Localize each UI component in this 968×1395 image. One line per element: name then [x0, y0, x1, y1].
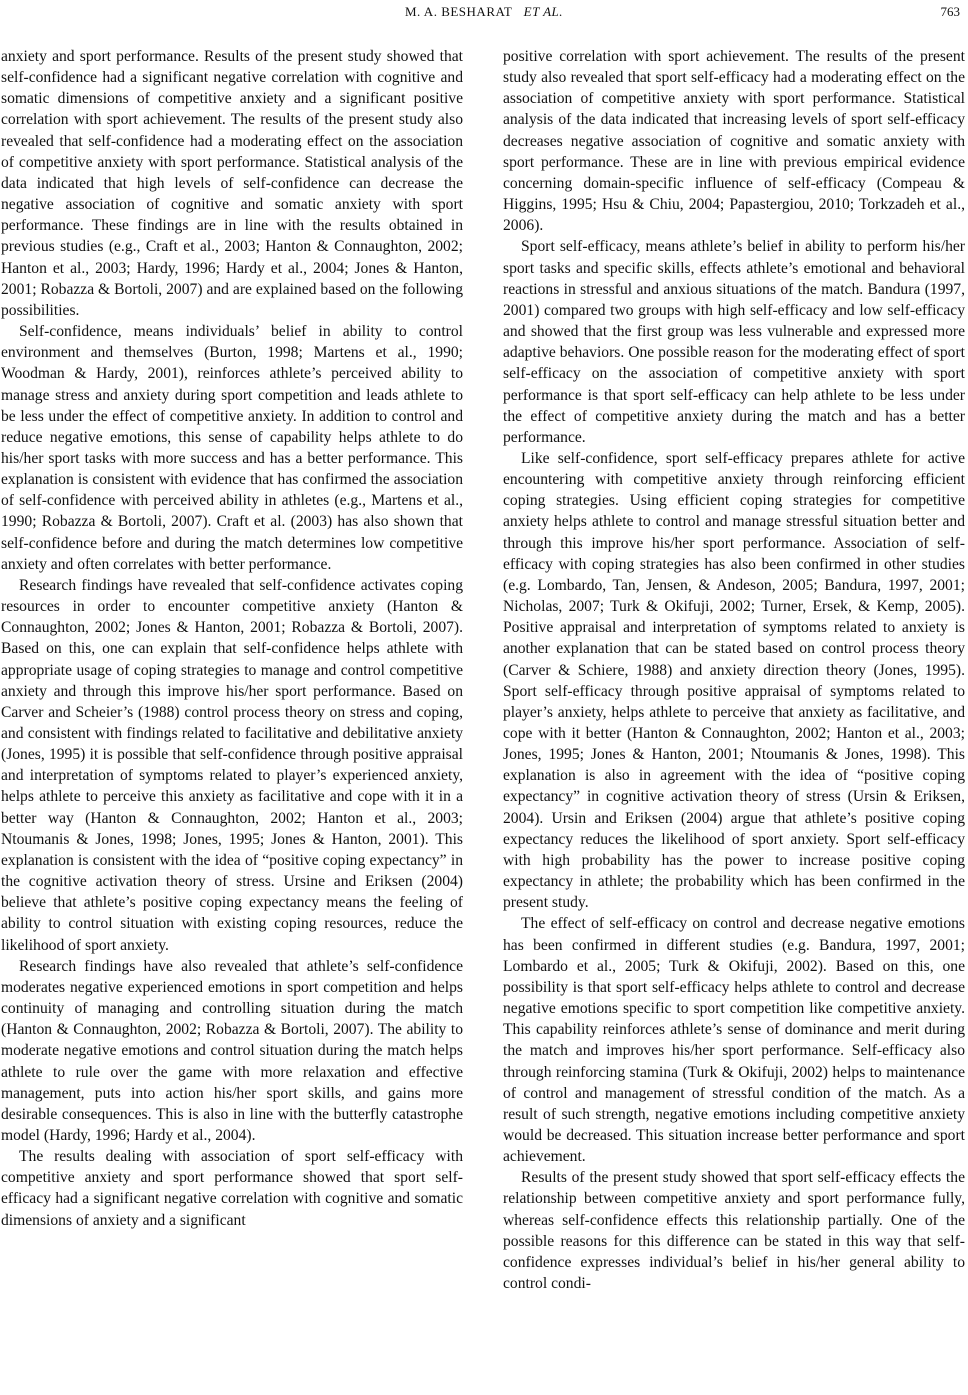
right-column	[503, 46, 965, 1294]
paragraph: Like self-confidence, sport self-efficacy prepares athlete for active encountering with competitive anxiety through reinforcing efficient coping strategies. Using efficient coping strategies for competitive anxiety helps athlete to control and manage stressful situation better and through this improve his/her sport performance. Association of self-efficacy with coping strategies has also been confirmed in other studies (e.g. Lombardo, Tan, Jensen, & Andeson, 2005; Bandura, 1997, 2001; Nicholas, 2007; Turk & Okifuji, 2002; Turner, Ersek, & Kemp, 2005). Positive appraisal and interpretation of symptoms related to anxiety is another explanation that can be stated based on control process theory (Carver & Schiere, 1988) and anxiety direction theory (Jones, 1995). Sport self-efficacy through positive appraisal of symptoms related to player’s anxiety, helps athlete to perceive that anxiety as facilitative, and cope with it better (Hanton & Connaughton, 2002; Hanton et al., 2003; Jones, 1995; Jones & Hanton, 2001; Ntoumanis & Jones, 1998). This explanation is also in agreement with the idea of “positive coping expectancy” in cognitive activation theory of stress (Ursin & Eriksen, 2004). Ursin and Eriksen (2004) argue that athlete’s positive coping expectancy reduces the likelihood of sport anxiety. Sport self-efficacy with high probability has the power to increase positive coping expectancy in athlete; the probability which has been confirmed in the present study.	[503, 449, 965, 912]
running-head-authors: M. A. BESHARAT	[404, 4, 513, 19]
paragraph: positive correlation with sport achievement. The results of the present study also revealed that sport self-efficacy had a moderating effect on the association of competitive anxiety with sport performance. Statistical analysis of the data indicated that increasing levels of sport self-efficacy decreases negative association of cognitive and somatic anxiety with sport performance. These are in line with previous empirical evidence concerning domain-specific influence of self-efficacy (Compeau & Higgins, 1995; Hsu & Chiu, 2004; Papastergiou, 2010; Torkzadeh et al., 2006).	[503, 48, 965, 235]
paragraph: Sport self-efficacy, means athlete’s belief in ability to perform his/her sport tasks and specific skills, effects athlete’s emotional and behavioral reactions in stressful and anxious situations of the match. Bandura (1997, 2001) compared two groups with high self-efficacy and low self-efficacy and showed that the first group was less vulnerable and expressed more adaptive behaviors. One possible reason for the moderating effect of sport self-efficacy on the association of competitive anxiety with sport performance is that sport self-efficacy can help athlete to be less under the effect of competitive anxiety during the match and has a better performance.	[503, 238, 965, 446]
paragraph: anxiety and sport performance. Results of the present study showed that self-confidence had a significant negative correlation with cognitive and somatic dimensions of competitive anxiety and a significant positive correlation with sport achievement. The results of the present study also revealed that self-confidence had a moderating effect on the association of competitive anxiety with sport performance. Statistical analysis of the data indicated that high levels of self-confidence can decrease the negative association of cognitive and somatic anxiety with sport performance. These findings are in line with the results obtained in previous studies (e.g., Craft et al., 2003; Hanton & Connaughton, 2002; Hanton et al., 2003; Hardy, 1996; Hardy et al., 2004; Jones & Hanton, 2001; Robazza & Bortoli, 2007) and are explained based on the following possibilities.	[1, 48, 463, 319]
page-number: 763	[940, 4, 960, 19]
paragraph: The results dealing with association of sport self-efficacy with competitive anxiety and sport performance showed that sport self-efficacy had a significant negative correlation with cognitive and somatic dimensions of anxiety and a significant	[1, 1148, 463, 1229]
paragraph: Research findings have also revealed that athlete’s self-confidence moderates negative experienced emotions in sport competition and helps continuity of managing and controlling situation during the match (Hanton & Connaughton, 2002; Robazza & Bortoli, 2007). The ability to moderate negative emotions and control situation during the match helps athlete to rule over the game with more relaxation and effective management, puts into action his/her sport skills, and gains more desirable consequences. This is also in line with the butterfly catastrophe model (Hardy, 1996; Hardy et al., 2004).	[1, 957, 463, 1144]
paragraph: Results of the present study showed that sport self-efficacy effects the relationship between competitive anxiety and sport performance fully, whereas self-confidence effects this relationship partially. One of the possible reasons for this difference can be stated in this way that self-confidence expresses individual’s belief in his/her general ability to control condi-	[503, 1169, 965, 1293]
page-header	[0, 2, 968, 22]
paragraph: Research findings have revealed that self-confidence activates coping resources in order to encounter competitive anxiety (Hanton & Connaughton, 2002; Jones & Hanton, 2001; Robazza & Bortoli, 2007). Based on this, one can explain that self-confidence helps athlete with appropriate usage of coping strategies to manage and control competitive anxiety and through this improve his/her sport performance. Based on Carver and Scheier’s (1988) control process theory on stress and coping, and consistent with findings related to facilitative and debilitative anxiety (Jones, 1995) it is possible that self-confidence through positive appraisal and interpretation of symptoms related to player’s experienced anxiety, helps athlete to perceive this anxiety as facilitative and cope with it in a better way (Hanton & Connaughton, 2002; Hanton et al., 2003; Ntoumanis & Jones, 1998; Jones, 1995; Jones & Hanton, 2001). This explanation is consistent with the idea of “positive coping expectancy” in the cognitive activation theory of stress. Ursine and Eriksen (2004) believe that athlete’s positive coping expectancy means the feeling of ability to control situation with existing coping resources, reduce the likelihood of sport anxiety.	[1, 576, 463, 954]
running-head	[0, 2, 968, 22]
paragraph: Self-confidence, means individuals’ belief in ability to control environment and themselves (Burton, 1998; Martens et al., 1990; Woodman & Hardy, 2001), reinforces athlete’s perceived ability to manage stress and anxiety during sport competition and leads athlete to be less under the effect of competitive anxiety. In addition to control and reduce negative emotions, this sense of capability helps athlete to do his/her sport tasks with more success and has a better performance. This explanation is consistent with evidence that has confirmed the association of self-confidence with perceived ability in athletes (e.g., Martens et al., 1990; Robazza & Bortoli, 2007). Craft et al. (2003) has also shown that self-confidence before and during the match determines low competitive anxiety and often correlates with better performance.	[1, 323, 463, 573]
paragraph: The effect of self-efficacy on control and decrease negative emotions has been confirmed in different studies (e.g. Bandura, 1997, 2001; Lombardo et al., 2005; Turk & Okifuji, 2002). Based on this, one possibility is that sport self-efficacy helps athlete to control and decrease negative emotions specific to sport competition like competitive anxiety. This capability reinforces athlete’s sense of dominance and merit during the match and improves his/her sport performance. Self-efficacy also through reinforcing stamina (Turk & Okifuji, 2002) helps to maintenance of control and management of stressful condition of the match. As a result of such strength, negative emotions including competitive anxiety would be decreased. This situation increase better performance and sport achievement.	[503, 915, 965, 1166]
left-column	[1, 46, 463, 1231]
running-head-etal: ET AL.	[523, 4, 564, 19]
